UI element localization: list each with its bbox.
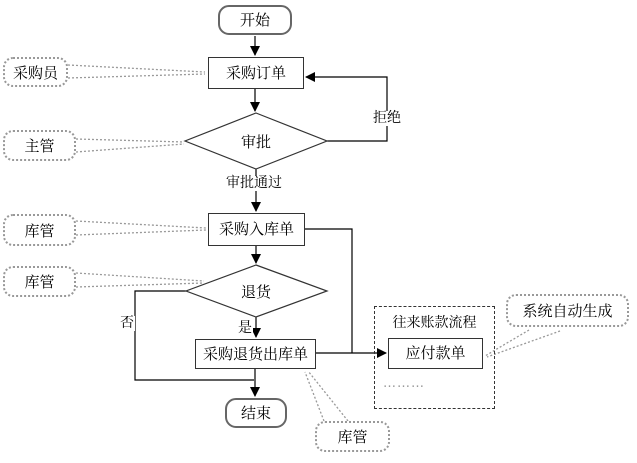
approval-decision-label: 审批 [240,132,271,151]
accounts-process-title: 往来账款流程 [392,315,477,331]
tail-warehouse-inbound [76,221,206,235]
system-auto-callout: 系统自动生成 [506,294,629,327]
reject-edge-label: 拒绝 [373,110,401,126]
purchase-return-outbound-node: 采购退货出库单 [195,339,316,369]
warehouse-return-callout: 库管 [3,266,76,297]
return-decision-label: 退货 [240,282,271,301]
tail-purchaser [68,65,205,78]
payable-node: 应付款单 [388,338,483,369]
tail-supervisor [76,139,184,152]
tail-warehouse-return [76,273,204,287]
purchaser-callout: 采购员 [3,57,68,87]
warehouse-outbound-callout: 库管 [315,421,390,452]
supervisor-callout: 主管 [3,130,76,161]
start-node: 开始 [218,5,292,35]
approved-edge-label: 审批通过 [226,175,282,191]
yes-edge-label: 是 [238,320,252,336]
tail-warehouse-outbound [305,371,348,421]
purchase-order-node: 采购订单 [208,57,304,89]
purchase-inbound-node: 采购入库单 [208,213,305,246]
accounts-process-ellipsis: ……… [383,376,425,391]
end-node: 结束 [225,398,287,428]
warehouse-inbound-callout: 库管 [3,214,76,246]
connector-reject-loop [306,77,387,141]
tail-system-auto [485,330,560,357]
no-edge-label: 否 [120,315,134,331]
